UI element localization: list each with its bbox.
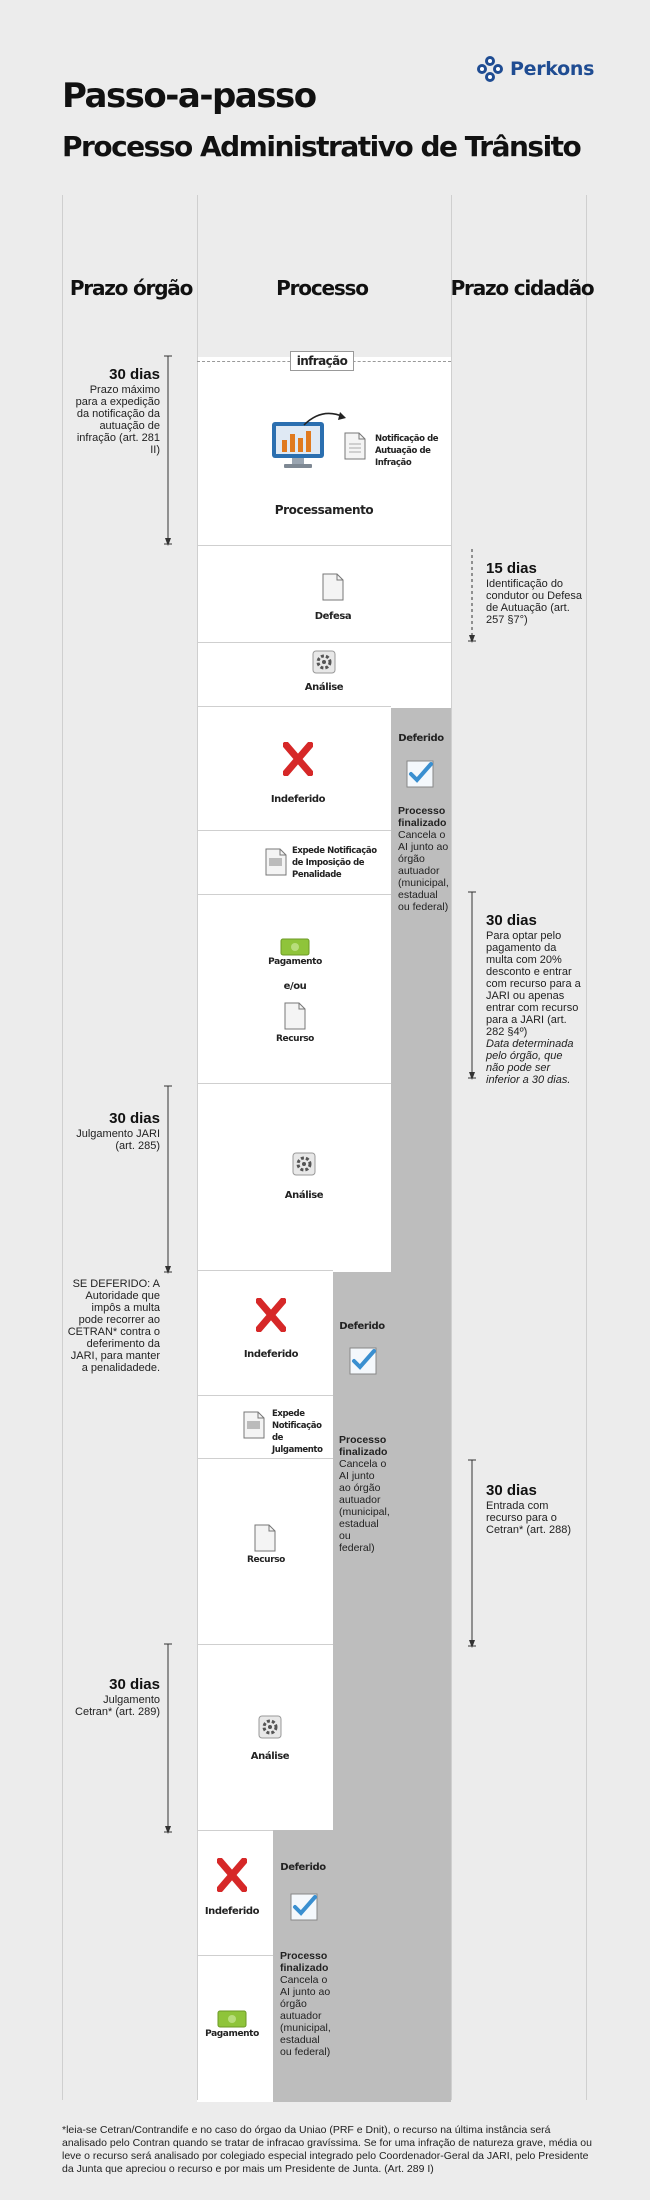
sep-3 — [197, 706, 391, 707]
label-pagamento-1: Pagamento — [268, 957, 322, 967]
gear-icon — [292, 1152, 316, 1176]
finalizado-3: Processo finalizado Cancela o AI junto ao órgão autuador (municipal, estadual ou federal) — [280, 1950, 331, 2058]
guide-line-right — [586, 195, 587, 2100]
money-icon — [217, 2010, 247, 2028]
page-title: Passo-a-passo — [62, 76, 316, 116]
document-icon — [284, 1002, 306, 1030]
arrow-icon — [300, 405, 350, 429]
label-expede-2: Expede Notificação de Julgamento — [272, 1409, 323, 1455]
col-head-cidadao: Prazo cidadão — [450, 276, 594, 300]
bracket-right-1 — [464, 545, 480, 647]
label-deferido-3: Deferido — [280, 1862, 326, 1873]
page-subtitle: Processo Administrativo de Trânsito — [62, 130, 581, 163]
label-analise-3: Análise — [250, 1751, 290, 1762]
document-icon — [344, 432, 366, 460]
label-indeferido-1: Indeferido — [270, 794, 326, 805]
gray-column-2 — [333, 1272, 391, 2102]
document-icon — [243, 1411, 265, 1439]
sep-10 — [197, 1644, 333, 1645]
checkmark-icon — [406, 760, 434, 788]
bracket-left-1 — [160, 352, 176, 552]
bracket-left-3 — [160, 1640, 176, 1840]
document-icon — [254, 1524, 276, 1552]
document-icon — [265, 848, 287, 876]
label-indeferido-3: Indeferido — [204, 1906, 260, 1917]
right-note-3: 30 dias Entrada com recurso para o Cetran* (art. 288) — [486, 1482, 571, 1536]
bracket-right-3 — [464, 1456, 480, 1652]
col-head-processo: Processo — [276, 276, 368, 300]
red-x-icon — [217, 1858, 247, 1892]
perkons-logo-icon — [475, 54, 505, 84]
right-note-2: 30 dias Para optar pelo pagamento da multa com 20% desconto e entrar com recurso para a JARI ou apenas entrar com recurso para a JARI (art. 282 §4º) Data determinada pelo órgão, que não pode ser inferior a 30 dias. — [486, 912, 581, 1086]
perkons-logo — [475, 54, 594, 84]
bracket-right-2 — [464, 888, 480, 1084]
label-recurso-1: Recurso — [276, 1034, 314, 1044]
gray-column-1 — [391, 708, 451, 2102]
label-analise-1: Análise — [304, 682, 344, 693]
left-note-2: 30 dias Julgamento JARI (art. 285) — [76, 1110, 160, 1152]
label-deferido-2: Deferido — [339, 1321, 385, 1332]
sep-1 — [197, 545, 451, 546]
label-notificacao: Notificação de Autuação de Infração — [375, 434, 439, 468]
label-recurso-2: Recurso — [247, 1555, 285, 1565]
finalizado-2: Processo finalizado Cancela o AI junto ao órgão autuador (municipal, estadual ou federal) — [339, 1434, 390, 1554]
checkmark-icon — [290, 1893, 318, 1921]
red-x-icon — [283, 742, 313, 776]
sep-8 — [197, 1395, 333, 1396]
label-deferido-1: Deferido — [398, 733, 444, 744]
document-icon — [322, 573, 344, 601]
left-note-4: 30 dias Julgamento Cetran* (art. 289) — [75, 1676, 160, 1718]
red-x-icon — [256, 1298, 286, 1332]
sep-11 — [197, 1830, 273, 1831]
label-indeferido-2: Indeferido — [243, 1349, 299, 1360]
gear-icon — [312, 650, 336, 674]
sep-4 — [197, 830, 391, 831]
label-defesa: Defesa — [314, 611, 352, 622]
left-note-3: SE DEFERIDO: A Autoridade que impôs a multa pode recorrer ao CETRAN* contra o deferimento da JARI, para manter a penalidadede. — [67, 1278, 160, 1374]
sep-9 — [197, 1458, 333, 1459]
sep-12 — [197, 1955, 273, 1956]
brand-name: Perkons — [510, 58, 595, 80]
sep-7 — [197, 1270, 333, 1271]
sep-6 — [197, 1083, 391, 1084]
bracket-left-2 — [160, 1082, 176, 1278]
footnote: *leia-se Cetran/Contrandife e no caso do órgao da Uniao (PRF e Dnit), o recurso na última instância será analisado pelo Contran quando se tratar de infracao gravíssima. Se for uma infração de natureza grave, média ou leve o recurso será analisado por colegiado especial integrado pelo Coordenador-Geral da JARI, pelo Presidente da Junta que apreciou o recurso e por mais um Presidente de Junta. (Art. 289 I) — [62, 2124, 592, 2175]
money-icon — [280, 938, 310, 956]
sep-5 — [197, 894, 391, 895]
label-pagamento-2: Pagamento — [205, 2029, 259, 2039]
label-analise-2: Análise — [284, 1190, 324, 1201]
col-head-orgao: Prazo órgão — [69, 276, 193, 300]
checkmark-icon — [349, 1347, 377, 1375]
infracao-label: infração — [290, 351, 354, 371]
label-expede-1: Expede Notificação de Imposição de Penalidade — [292, 846, 377, 880]
sep-2 — [197, 642, 451, 643]
label-eou: e/ou — [283, 981, 307, 992]
right-note-1: 15 dias Identificação do condutor ou Defesa de Autuação (art. 257 §7°) — [486, 560, 583, 626]
guide-line-left — [62, 195, 63, 2100]
guide-line-process-right — [451, 195, 452, 2100]
finalizado-1: Processo finalizado Cancela o AI junto ao órgão autuador (municipal, estadual ou federal) — [398, 805, 449, 913]
gear-icon — [258, 1715, 282, 1739]
guide-line-process-left — [197, 195, 198, 2100]
left-note-1: 30 dias Prazo máximo para a expedição da notificação da autuação de infração (art. 281 II) — [75, 366, 160, 456]
label-processamento: Processamento — [274, 503, 374, 517]
